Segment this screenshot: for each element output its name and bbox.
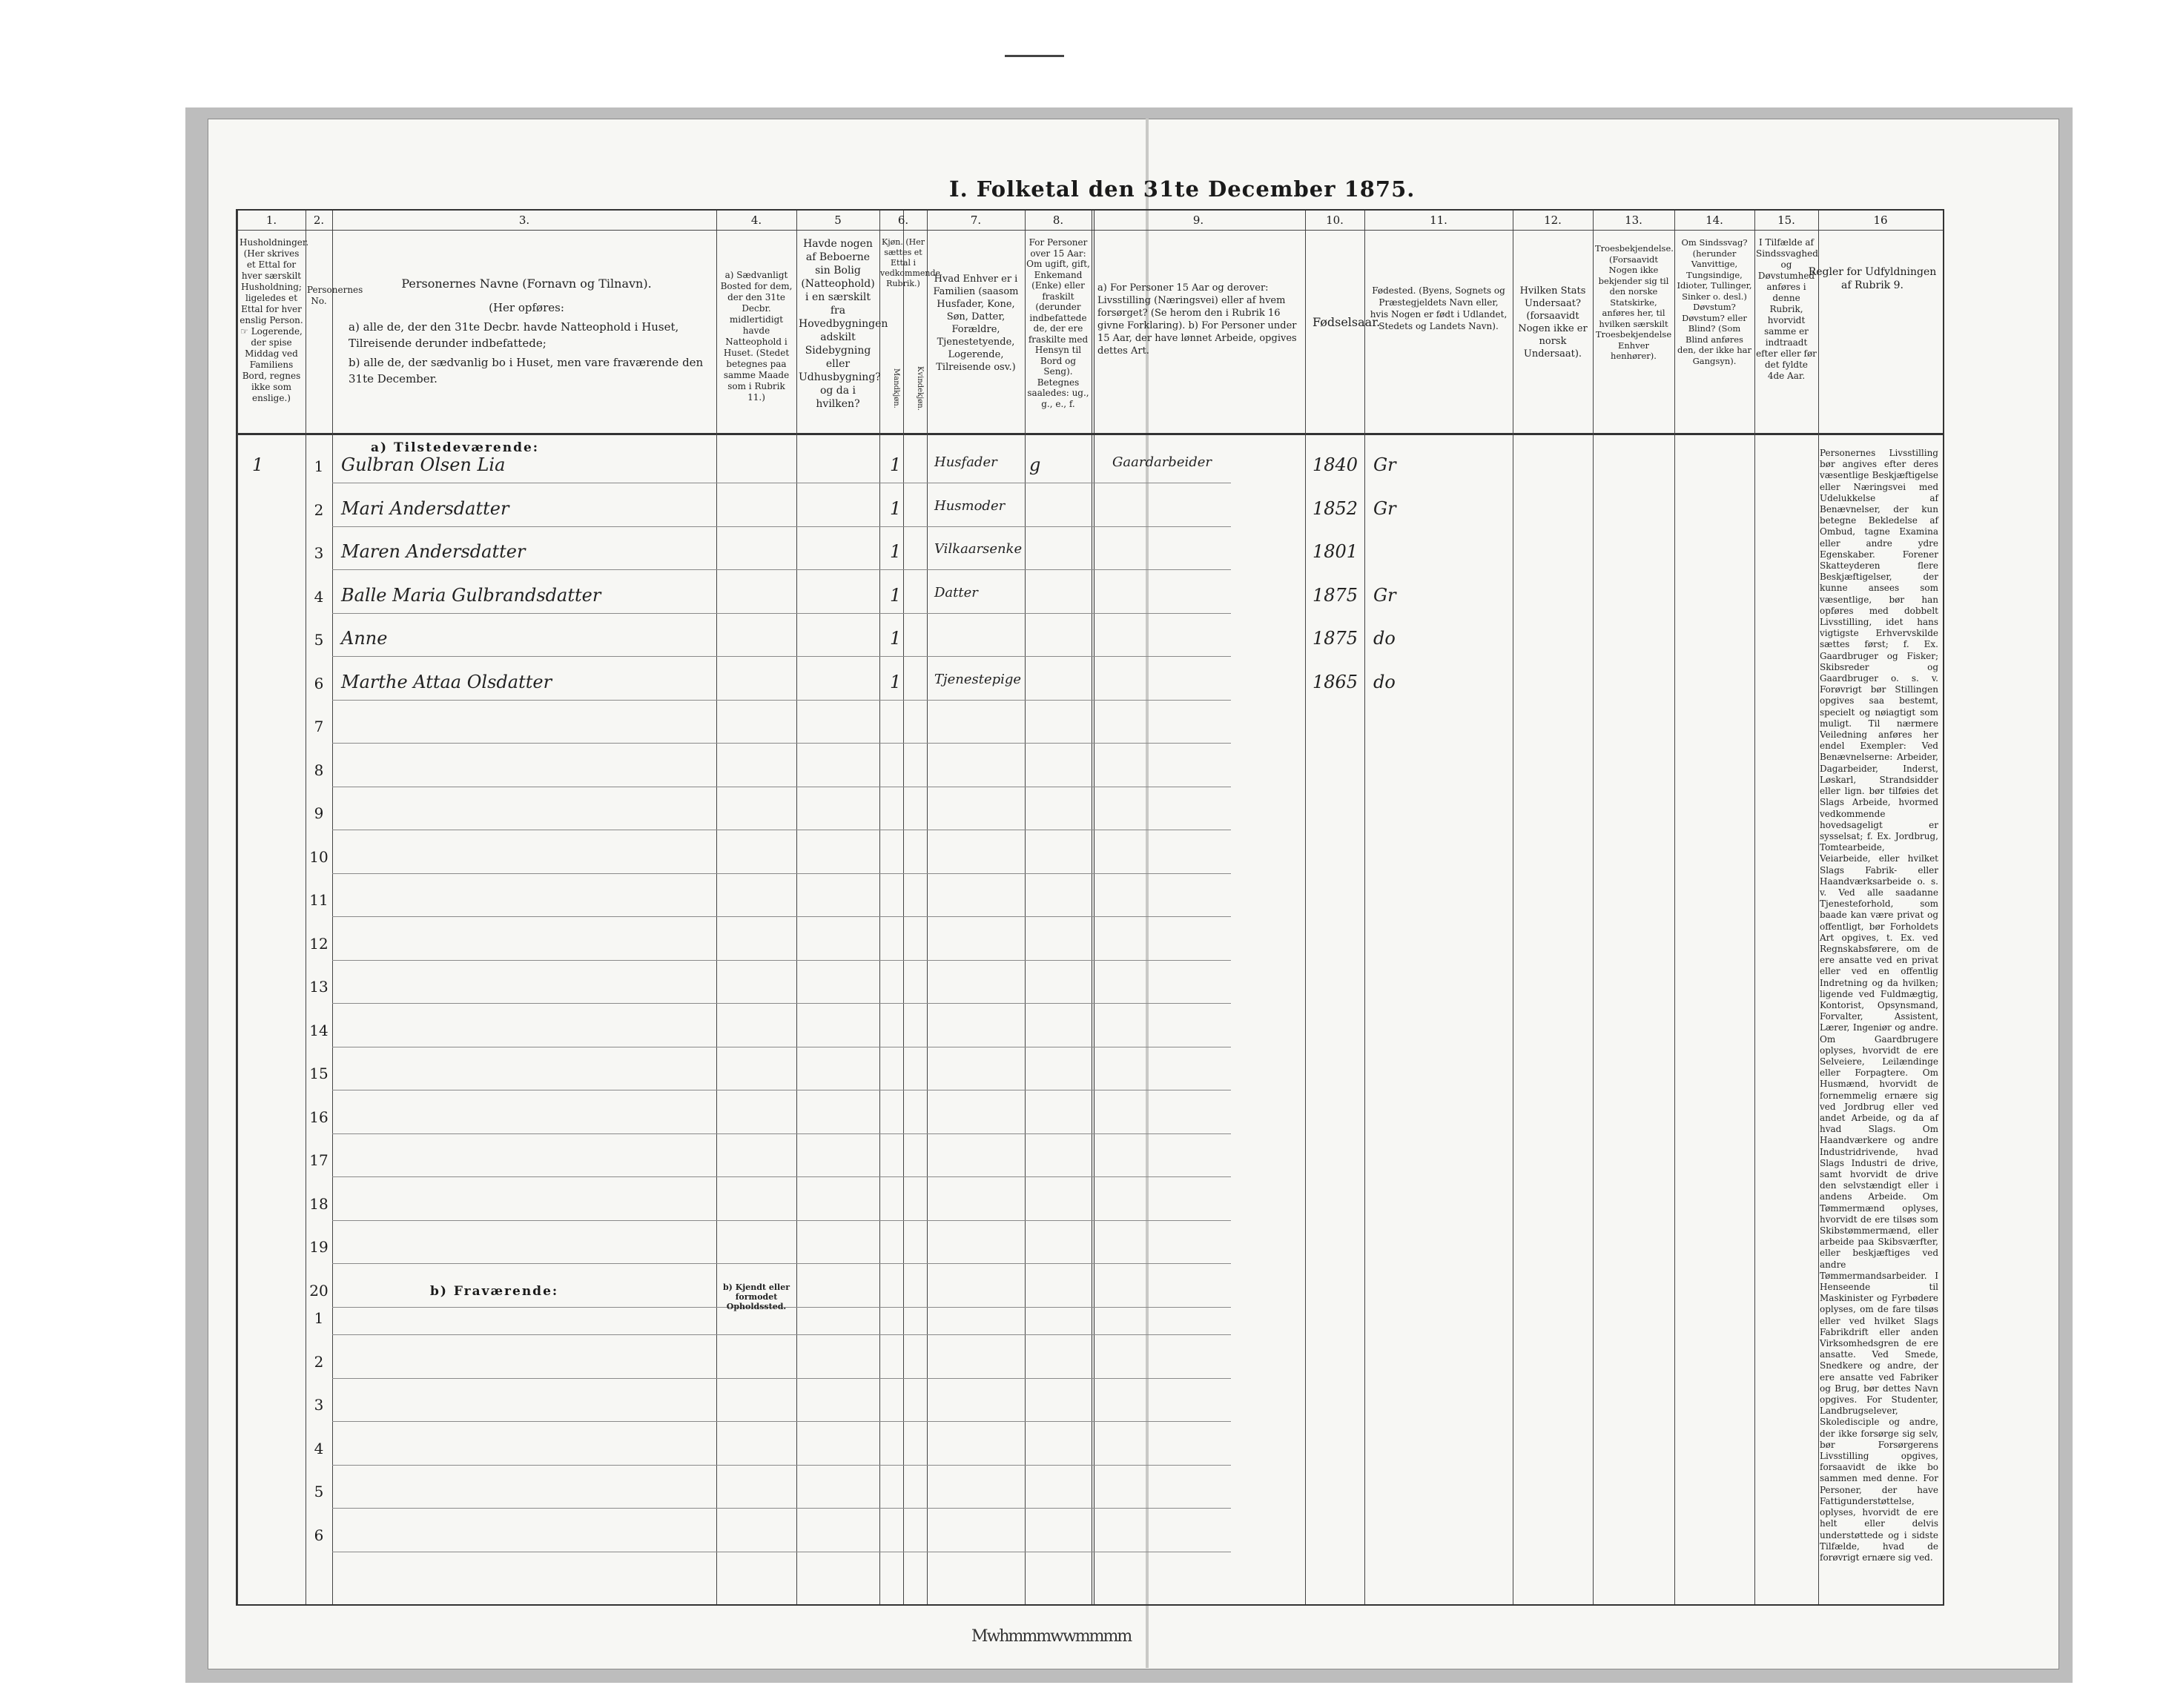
entry-household: 1: [252, 454, 264, 475]
row-number: 7: [314, 718, 324, 735]
row-number: 10: [309, 847, 328, 866]
colnum-14: 14.: [1706, 214, 1723, 227]
title-date: den 31te December 1875.: [1088, 176, 1416, 202]
row-number: 8: [314, 761, 324, 779]
entry-birthplace: do: [1373, 671, 1396, 692]
entry-relation: Tjenestepige: [934, 671, 1022, 687]
row-number: 12: [309, 934, 328, 953]
header-male: Mandkjøn.: [892, 368, 900, 408]
absent-row-number: 2: [314, 1352, 324, 1371]
colnum-13: 13.: [1625, 214, 1642, 227]
entry-birthplace: Gr: [1373, 497, 1396, 519]
row-number: 4: [314, 587, 324, 606]
col-line: [1025, 211, 1026, 1604]
colnum-11: 11.: [1430, 214, 1447, 227]
entry-sex: 1: [890, 584, 902, 606]
row-number: 18: [309, 1194, 328, 1213]
absent-row-number: 4: [314, 1439, 324, 1457]
entry-birthplace: Gr: [1373, 584, 1396, 606]
absent-location-note: b) Kjendt eller formodet Opholdssted.: [722, 1282, 790, 1311]
header-marital: For Personer over 15 Aar: Om ugift, gift, Enkemand (Enke) eller fraskilt (derunder indbefattede de, der ere fraskilte med Hensyn til Bord og Seng). Betegnes saaledes: ug., g., e., f.: [1026, 237, 1090, 409]
section-absent: b) Fraværende:: [430, 1284, 559, 1299]
col-line: [1674, 211, 1675, 1604]
absent-row-number: 6: [314, 1526, 324, 1544]
entry-year: 1852: [1313, 497, 1358, 519]
row-line: [332, 1263, 1231, 1264]
row-line: [332, 743, 1231, 744]
header-outbuilding: Havde nogen af Beboerne sin Bolig (Natteophold) i en særskilt fra Hovedbygningen adskilt Sidebygning eller Udhusbygning? og da i hvilken?: [799, 238, 888, 410]
entry-name: Anne: [341, 628, 388, 649]
row-line: [332, 960, 1231, 961]
row-line: [332, 916, 1231, 917]
entry-year: 1875: [1313, 584, 1358, 606]
rules-text: Personernes Livsstilling bør angives efter deres væsentlige Beskjæftigelse eller Næringsvei med Udelukkelse af Benævnelser, der kun betegne Bekledelse af Ombud, tagne Examina eller andre ydre Egenskaber. Forener Skatteyderen flere Beskjæftigelser, der kunne ansees som væsentlige, bør han opføres med dobbelt Livsstilling, idet hans vigtigste Erhvervskilde sættes først; f. Ex. Gaardbruger og Fisker; Skibsreder og Gaardbruger o. s. v. Forøvrigt bør Stillingen opgives saa bestemt, specielt og nøiagtigt som muligt. Til nærmere Veiledning anføres her endel Exempler: Ved Benævnelserne: Arbeider, Dagarbeider, Inderst, Løskarl, Strandsidder eller lign. bør tilføies det Slags Arbeide, hvormed vedkommende hovedsageligt er sysselsat; f. Ex. Jordbrug, Tomtearbeide, Veiarbeide, eller hvilket Slags Fabrik- eller Haandværksarbeide o. s. v. Ved alle saadanne Tjenesteforhold, som baade kan være privat og offentligt, bør Forholdets Art opgives, t. Ex. ved Regnskabsførere, om de ere ansatte ved en privat eller ved en offentlig Indretning og da hvilken; ligende ved Fuldmægtig, Kontorist, Opsynsmand, Forvalter, Assistent, Lærer, Ingeniør og andre. Om Gaardbrugere oplyses, hvorvidt de ere Selveiere, Leilændinge eller Forpagtere. Om Husmænd, hvorvidt de fornemmelig ernære sig ved Jordbrug eller ved andet Arbeide, og da af hvad Slags. Om Haandværkere og andre Industridrivende, hvad Slags Industri de drive, samt hvorvidt de drive den selvstændigt eller i andens Arbeide. Om Tømmermænd oplyses, hvorvidt de ere tilsøs som Skibstømmermænd, eller arbeide paa Skibsværfter, eller beskjæftiges ved andre Tømmermandsarbeider. I Henseende til Maskinister og Fyrbødere oplyses, om de fare tilsøs eller ved hvilket Slags Fabrikdrift eller anden Virksomhedsgren de ere ansatte. Ved Smede, Snedkere og andre, der ere ansatte ved Fabriker og Brug, bør dettes Navn opgives. For Studenter, Landbrugselever, Skoledisciple og andre, der ikke forsørge sig selv, bør Forsørgerens Livsstilling opgives, forsaavidt de ikke bo sammen med denne. For Personer, der have Fattigunderstøttelse, oplyses, hvorvidt de ere helt eller delvis understøttede og i sidste Tilfælde, hvad de forøvrigt ernære sig ved.: [1820, 448, 1938, 1563]
row-number: 3: [314, 544, 324, 562]
header-religion: Troesbekjendelse. (Forsaavidt Nogen ikke bekjender sig til den norske Statskirke, anføres her, til hvilken særskilt Troesbekjendelse Enhver henhører).: [1595, 243, 1674, 361]
entry-relation: Husmoder: [934, 497, 1006, 514]
header-sex: Kjøn. (Her sættes et Ettal i vedkommende Rubrik.): [880, 237, 941, 288]
entry-name: Maren Andersdatter: [341, 541, 526, 562]
col-line: [903, 211, 904, 1604]
entry-sex: 1: [890, 497, 902, 519]
row-number: 5: [314, 631, 324, 649]
entry-birthplace: Gr: [1373, 454, 1396, 475]
row-line: [332, 700, 1231, 701]
col-line: [1092, 211, 1094, 1604]
row-line: [332, 526, 1231, 527]
header-birth-year: Fødselsaar.: [1313, 315, 1381, 329]
colnum-10: 10.: [1326, 214, 1344, 227]
row-number: 2: [314, 500, 324, 519]
form-title: [949, 176, 1416, 202]
row-number: 9: [314, 804, 324, 822]
census-table: [236, 209, 1944, 1606]
entry-occupation: Gaardarbeider: [1112, 454, 1212, 470]
col-line: [1364, 211, 1365, 1604]
col-line: [332, 211, 333, 1604]
header-usual-residence: a) Sædvanligt Bosted for dem, der den 31te Decbr. midlertidigt havde Natteophold i Huset. (Stedet betegnes paa samme Maade som i Rubrik 11.): [720, 270, 793, 403]
entry-sex: 1: [890, 541, 902, 562]
row-line: [332, 656, 1231, 657]
row-line: [332, 1003, 1231, 1004]
header-female: Kvindekjøn.: [916, 366, 924, 411]
colnum-6: 6.: [897, 214, 909, 227]
entry-sex: 1: [890, 454, 902, 475]
header-family-role: Hvad Enhver er i Familien (saasom Husfader, Kone, Søn, Datter, Forældre, Tjenestetyende, Logerende, Tilreisende osv.): [933, 274, 1019, 373]
col-line: [237, 211, 238, 1604]
colnum-5: 5: [834, 214, 842, 227]
row-line: [332, 1133, 1231, 1134]
row-number: 17: [309, 1151, 328, 1169]
col-line: [927, 211, 928, 1604]
entry-birthplace: do: [1373, 628, 1396, 649]
row-line: [332, 1465, 1231, 1466]
colnum-2: 2.: [313, 214, 325, 227]
row-number: 6: [314, 674, 324, 692]
header-disability: Om Sindssvag? (herunder Vanvittige, Tungsindige, Idioter, Tullinger, Sinker o. desl.) Døvstum? Døvstum? eller Blind? (Som Blind anføres den, der ikke har Gangsyn).: [1677, 237, 1752, 366]
col-line: [1754, 211, 1755, 1604]
colnum-12: 12.: [1544, 214, 1562, 227]
colnum-divider: [237, 230, 1943, 231]
col-line: [879, 211, 880, 1604]
entry-year: 1801: [1313, 541, 1358, 562]
col-line: [716, 211, 717, 1604]
header-person-no: Personernes No.: [307, 285, 363, 306]
entry-relation: Datter: [934, 584, 978, 600]
row-number: 20: [309, 1281, 328, 1300]
row-number: 19: [309, 1238, 328, 1256]
entry-relation: Husfader: [934, 454, 997, 470]
row-line: [332, 1176, 1231, 1177]
colnum-16: 16: [1873, 214, 1888, 227]
header-names-sub: (Her opføres:: [489, 301, 564, 314]
colnum-9: 9.: [1192, 214, 1204, 227]
scan-mark: [1005, 55, 1064, 57]
row-number: 16: [309, 1108, 328, 1126]
header-citizenship: Hvilken Stats Undersaat? (forsaavidt Nogen ikke er norsk Undersaat).: [1518, 285, 1588, 360]
entry-sex: 1: [890, 671, 902, 692]
row-number: 13: [309, 978, 328, 996]
entry-sex: 1: [890, 628, 902, 649]
entry-relation: Vilkaarsenke: [934, 541, 1023, 557]
colnum-1: 1.: [265, 214, 277, 227]
header-disability-onset: I Tilfælde af Sindssvaghed og Døvstumhed anføres i denne Rubrik, hvorvidt samme er indtraadt efter eller før det fyldte 4de Aar.: [1756, 237, 1818, 381]
row-line: [332, 1378, 1231, 1379]
row-line: [332, 613, 1231, 614]
entry-year: 1840: [1313, 454, 1358, 475]
header-names-title: Personernes Navne (Fornavn og Tilnavn).: [401, 277, 652, 291]
entry-status: g: [1029, 454, 1041, 475]
row-number: 15: [309, 1065, 328, 1082]
absent-row-number: 5: [314, 1483, 324, 1500]
col-line: [1593, 211, 1594, 1604]
header-bottom-rule: [237, 433, 1943, 435]
row-number: 14: [309, 1021, 328, 1039]
row-line: [332, 873, 1231, 874]
row-number: 11: [309, 891, 328, 909]
rules-title: Regler for Udfyldningen af Rubrik 9.: [1808, 266, 1937, 291]
absent-row-number: 3: [314, 1396, 324, 1414]
colnum-15: 15.: [1777, 214, 1795, 227]
header-birthplace: Fødested. (Byens, Sognets og Præstegjeldets Navn eller, hvis Nogen er født i Udlandet, Stedets og Landets Navn).: [1370, 285, 1508, 331]
row-line: [332, 569, 1231, 570]
entry-name: Balle Maria Gulbrandsdatter: [341, 584, 601, 606]
col-line: [796, 211, 797, 1604]
entry-name: Marthe Attaa Olsdatter: [341, 671, 552, 692]
entry-name: Gulbran Olsen Lia: [341, 454, 506, 475]
colnum-3: 3.: [518, 214, 530, 227]
signature: Mwhmmmwwmmmm: [971, 1627, 1132, 1646]
row-line: [332, 1421, 1231, 1422]
header-households: Husholdninger. (Her skrives et Ettal for hver særskilt Husholdning; ligeledes et Ettal for hver enslig Person. ☞ Logerende, der spise Middag ved Familiens Bord, regnes ikke som enslige.): [240, 237, 309, 403]
col-line: [1818, 211, 1819, 1604]
colnum-8: 8.: [1052, 214, 1064, 227]
colnum-4: 4.: [750, 214, 762, 227]
row-line: [332, 1334, 1231, 1335]
header-names-a: a) alle de, der den 31te Decbr. havde Natteophold i Huset, Tilreisende derunder indbefattede;: [349, 320, 679, 350]
row-number: 1: [314, 457, 324, 475]
colnum-7: 7.: [970, 214, 982, 227]
entry-name: Mari Andersdatter: [341, 497, 509, 519]
row-line: [332, 1508, 1231, 1509]
row-line: [332, 1220, 1231, 1221]
absent-row-number: 1: [314, 1309, 324, 1327]
section-present: a) Tilstedeværende:: [371, 440, 540, 455]
title-prefix: I. Folketal: [949, 176, 1080, 202]
header-names-b: b) alle de, der sædvanlig bo i Huset, men vare fraværende den 31te December.: [349, 356, 704, 385]
entry-year: 1865: [1313, 671, 1358, 692]
col-line: [1305, 211, 1306, 1604]
header-occupation: a) For Personer 15 Aar og derover: Livsstilling (Næringsvei) eller af hvem forsørget? (Se herom den i Rubrik 16 givne Forklaring). b) For Personer under 15 Aar, der have lønnet Arbeide, opgives dettes Art.: [1097, 282, 1297, 357]
entry-year: 1875: [1313, 628, 1358, 649]
